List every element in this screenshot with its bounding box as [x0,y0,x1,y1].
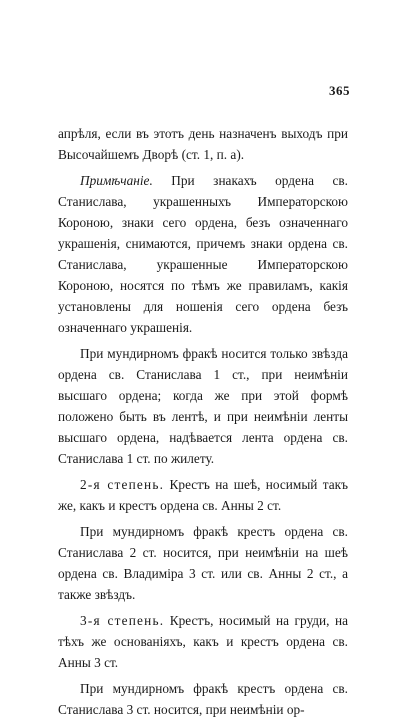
note-label: Примѣчаніе. [80,173,153,188]
paragraph-text: При мундирномъ фракѣ крестъ ордена св. Станислава 3 ст. носится, при неимѣніи ор- [58,681,348,717]
paragraph-continuation [58,123,348,165]
paragraph-text: Крестъ, носимый на груди, на тѣхъ же основаніяхъ, какъ и крестъ ордена св. Анны 3 ст. [58,613,348,670]
paragraph-text: апрѣля, если въ этотъ день назначенъ выходъ при Высочайшемъ Дворѣ (ст. 1, п. а). [58,126,348,162]
page-number: 365 [329,83,350,98]
paragraph-rule [58,521,348,605]
grade-label: 3-я степень. [80,613,165,628]
paragraph-rule [58,343,348,469]
page-body [58,123,348,725]
paragraph-text: При мундирномъ фракѣ крестъ ордена св. Станислава 2 ст. носится, при неимѣніи на шеѣ ордена св. Владиміра 3 ст. или св. Анны 2 ст., а также звѣздъ. [58,524,348,602]
grade-label: 2-я степень. [80,477,165,492]
paragraph-text: Крестъ на шеѣ, носимый такъ же, какъ и крестъ ордена св. Анны 2 ст. [58,477,348,513]
paragraph-text: При знакахъ ордена св. Станислава, украшенныхъ Императорскою Короною, знаки сего ордена, безъ означеннаго украшенія, снимаются, причемъ знаки ордена св. Станислава, украшенные Императорскою Короною, носятся по тѣмъ же правиламъ, какія установлены для ношенія сего ордена безъ означеннаго украшенія. [58,173,348,335]
paragraph-grade-3 [58,610,348,673]
paragraph-rule [58,678,348,720]
paragraph-note [58,170,348,338]
paragraph-text: При мундирномъ фракѣ носится только звѣзда ордена св. Станислава 1 ст., при неимѣніи высшаго ордена; когда же при этой формѣ положено быть въ лентѣ, и при неимѣніи ленты высшаго ордена, надѣвается лента ордена св. Станислава 1 ст. по жилету. [58,346,348,466]
paragraph-grade-2 [58,474,348,516]
